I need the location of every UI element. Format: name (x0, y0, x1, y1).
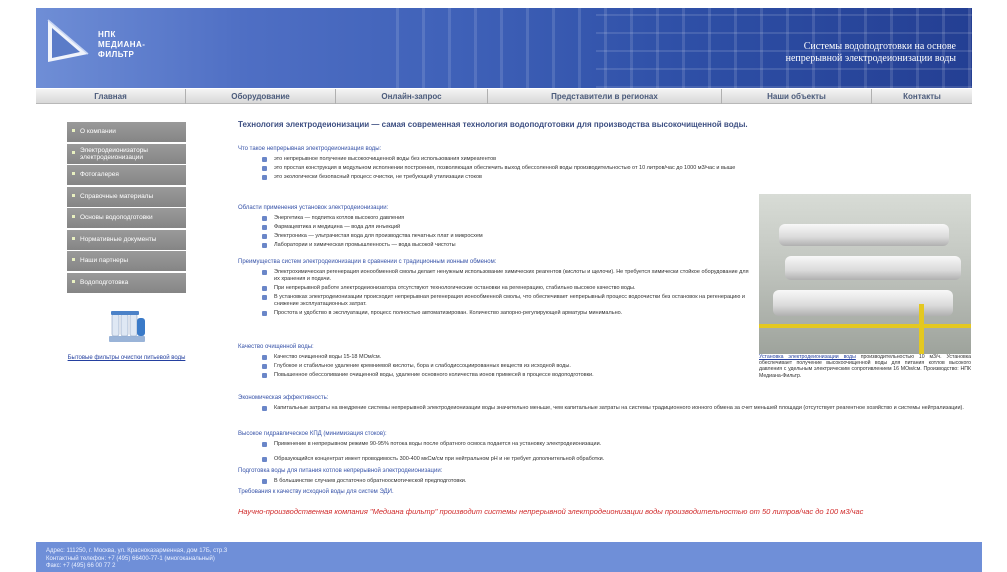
bullet-icon (262, 166, 267, 171)
tank-shape (779, 224, 949, 246)
section-title: Что такое непрерывная электродеионизация воды: (238, 146, 382, 152)
list-item (238, 456, 758, 463)
bullet-icon (72, 237, 75, 240)
footer-fax: Факс: +7 (495) 66 00 77 2 (46, 563, 116, 569)
sidebar-item-label: Справочные материалы (80, 192, 154, 200)
rail-shape (919, 304, 924, 354)
section-hydraulic-efficiency (238, 430, 758, 465)
list-item-text: Энергетика — подпитка котлов высокого давления (274, 215, 405, 221)
bullet-icon (262, 243, 267, 248)
company-logo-text[interactable] (98, 30, 145, 60)
photo-caption (759, 354, 971, 379)
section-boiler-feed (238, 467, 758, 499)
list-item-text: При непрерывной работе электродеионизатора отсутствуют технологические остановки на регенерацию, стабильно высокое качество воды. (274, 285, 636, 291)
list-item (238, 354, 750, 361)
list-item-text: В большинстве случаев достаточно обратноосмотической предподготовки. (274, 478, 467, 484)
sidebar-item-label: Водоподготовка (80, 278, 129, 286)
list-item (238, 215, 758, 222)
list-item (238, 294, 750, 308)
section-title: Области применения установок электродеионизации: (238, 205, 389, 211)
list-item-text: Электроника — ультрачистая вода для производства печатных плат и микросхем (274, 233, 483, 239)
bullet-icon (262, 373, 267, 378)
section-water-quality (238, 343, 750, 381)
edi-requirements-link[interactable]: Требования к качеству исходной воды для систем ЭДИ. (238, 489, 394, 495)
sidebar-item-water-treatment[interactable] (67, 273, 186, 293)
sidebar-item-label: Наши партнеры (80, 257, 129, 264)
sidebar-item-partners[interactable] (67, 251, 186, 271)
bullet-icon (262, 225, 267, 230)
section-economy (238, 394, 973, 414)
sidebar-item-gallery[interactable] (67, 165, 186, 185)
logo-line: ФИЛЬТР (98, 50, 135, 59)
bullet-icon (262, 364, 267, 369)
tank-shape (785, 256, 961, 280)
sidebar-item-label: Нормативные документы (80, 235, 157, 243)
edi-plant-photo[interactable] (759, 194, 971, 354)
triangle-logo-icon[interactable] (44, 18, 92, 64)
water-filter-icon[interactable] (107, 306, 147, 346)
photo-caption-text: производительностью 10 м3/ч. Установка обеспечивает получение высокоочищенной воды для питания котлов высокого давления с удельным электрическим сопротивлением 16 МОм/см. Производство: НПК Медиана-Фильтр. (759, 354, 971, 379)
nav-item-our-objects[interactable]: Наши объекты (722, 89, 872, 104)
list-item-text: Образующийся концентрат имеет проводимость 300-400 мкСм/см при нейтральном pH и не требует дополнительной обработки. (274, 456, 605, 462)
logo-line: МЕДИАНА- (98, 40, 146, 49)
section-title: Подготовка воды для питания котлов непрерывной электродеионизации: (238, 468, 443, 474)
tank-shape (773, 290, 953, 316)
sidebar-item-label: Фотогалерея (80, 171, 119, 178)
list-item-text: Глубокое и стабильное удаление кремниевой кислоты, бора и слабодиссоциированных веществ из исходной воды. (274, 363, 571, 369)
sidebar-item-reference[interactable] (67, 187, 186, 207)
filter-promo (67, 306, 186, 362)
bullet-icon (262, 286, 267, 291)
sidebar-item-regulations[interactable] (67, 230, 186, 250)
photo-caption-link[interactable]: Установка электродеионизации воды (759, 354, 856, 360)
list-item (238, 269, 750, 283)
list-item (238, 372, 750, 379)
sidebar-menu (67, 122, 186, 294)
bullet-icon (262, 457, 267, 462)
list-item-text: Электрохимическая регенерация ионообменной смолы делает ненужным использование химических реагентов (кислоты и щелочи). Не требуется химически стойкое оборудование для их хранения и подачи. (274, 269, 749, 282)
bullet-icon (262, 234, 267, 239)
bullet-icon (262, 175, 267, 180)
bullet-icon (262, 295, 267, 300)
household-filters-link[interactable]: Бытовые фильтры очистки питьевой воды (67, 355, 186, 361)
section-title: Преимущества систем электродеионизации в сравнении с традиционным ионным обменом: (238, 259, 497, 265)
section-what-is (238, 145, 758, 183)
bullet-icon (262, 311, 267, 316)
bullet-icon (72, 151, 75, 154)
list-item-text: Качество очищенной воды 15-18 МОм/см. (274, 354, 382, 360)
footer (36, 542, 982, 572)
bullet-icon (262, 270, 267, 275)
list-item (238, 233, 758, 240)
footer-phone: Контактный телефон: +7 (495) 66400-77-1 (многоканальный) (46, 555, 215, 562)
list-item (238, 285, 750, 292)
bullet-icon (72, 194, 75, 197)
section-title: Высокое гидравлическое КПД (минимизация стоков): (238, 431, 387, 437)
nav-item-online-request[interactable]: Онлайн-запрос (336, 89, 488, 104)
sidebar-item-about[interactable] (67, 122, 186, 142)
list-item (238, 363, 750, 370)
list-item (238, 441, 758, 448)
list-item-text: Повышенное обессоливание очищенной воды, удаление основного количества ионов примесей в процессе водоподготовки. (274, 372, 594, 378)
page-headline: Технология электродеионизации — самая современная технология водоподготовки для производства высокочищенной воды. (238, 120, 748, 129)
list-item (238, 156, 758, 163)
section-applications (238, 204, 758, 251)
sidebar-item-label: Основы водоподготовки (80, 214, 153, 221)
list-item-text: Применение в непрерывном режиме 90-95% потока воды после обратного осмоса подается на установку электродеионизации. (274, 441, 602, 447)
slogan-line: непрерывной электродеионизации воды (785, 53, 956, 64)
rail-shape (759, 324, 971, 328)
nav-item-contacts[interactable]: Контакты (903, 92, 941, 101)
main-nav (36, 89, 972, 104)
list-item-text: это экологически безопасный процесс очистки, не требующий утилизации стоков (274, 174, 482, 180)
list-item (238, 174, 758, 181)
bullet-icon (262, 406, 267, 411)
list-item-text: это простая конструкция в модульном исполнении построения, позволяющая обеспечить выход обессоленной воды производительностью от 10 литров/час до 1000 м3/час и выше (274, 165, 736, 171)
bullet-icon (72, 215, 75, 218)
list-item-text: это непрерывное получение высокоочищенной воды без использования химреагентов (274, 156, 497, 162)
bullet-icon (72, 129, 75, 132)
sidebar-item-electrodeionizers[interactable] (67, 144, 186, 164)
list-item (238, 310, 750, 317)
bullet-icon (72, 172, 75, 175)
company-production-note: Научно-производственная компания "Медиана фильтр" производит системы непрерывной электродеионизации воды производительностью от 50 литров/час до 100 м3/час (238, 507, 864, 516)
list-item (238, 478, 758, 485)
bullet-icon (262, 157, 267, 162)
list-item-text: Лаборатории и химическая промышленность — вода высокой чистоты (274, 242, 456, 248)
bullet-icon (262, 442, 267, 447)
header-banner (36, 8, 972, 88)
nav-item-equipment[interactable]: Оборудование (186, 89, 336, 104)
sidebar-item-basics[interactable] (67, 208, 186, 228)
nav-item-regional-reps[interactable]: Представители в регионах (488, 89, 722, 104)
slogan-line: Системы водоподготовки на основе (803, 41, 956, 52)
header-slogan (716, 41, 956, 65)
sidebar-item-label: Электродеионизаторы электродеионизации (80, 146, 148, 161)
list-item-text: В установках электродеионизации происходит непрерывная регенерация ионообменной смолы, что обеспечивает непрерывный процесс водоочистки без остановок на регенерацию и снижение эксплуатационных затрат. (274, 294, 745, 307)
list-item (238, 242, 758, 249)
sidebar-item-label: О компании (80, 128, 116, 135)
bullet-icon (262, 355, 267, 360)
footer-address: Адрес: 111250, г. Москва, ул. Красноказарменная, дом 17Б, стр.3 (46, 548, 228, 554)
bullet-icon (72, 280, 75, 283)
list-item (238, 165, 858, 172)
list-item-text: Капитальные затраты на внедрение системы непрерывной электродеионизации воды значительно меньше, чем капитальные затраты на системы традиционного ионного обмена за счет меньшей площади (отсутствует реагентное хозяйство и системы нейтрализации). (274, 405, 964, 411)
bullet-icon (72, 258, 75, 261)
list-item (238, 224, 758, 231)
nav-item-home[interactable]: Главная (36, 89, 186, 104)
list-item (238, 405, 973, 412)
bullet-icon (262, 216, 267, 221)
bullet-icon (262, 479, 267, 484)
section-title: Качество очищенной воды: (238, 344, 314, 350)
logo-line: НПК (98, 30, 116, 39)
section-title: Экономическая эффективность: (238, 395, 329, 401)
list-item-text: Простота и удобство в эксплуатации, процесс полностью автоматизирован. Количество запорно-регулирующей арматуры минимально. (274, 310, 623, 316)
section-advantages (238, 258, 750, 319)
list-item-text: Фармацевтика и медицина — вода для инъекций (274, 224, 401, 230)
